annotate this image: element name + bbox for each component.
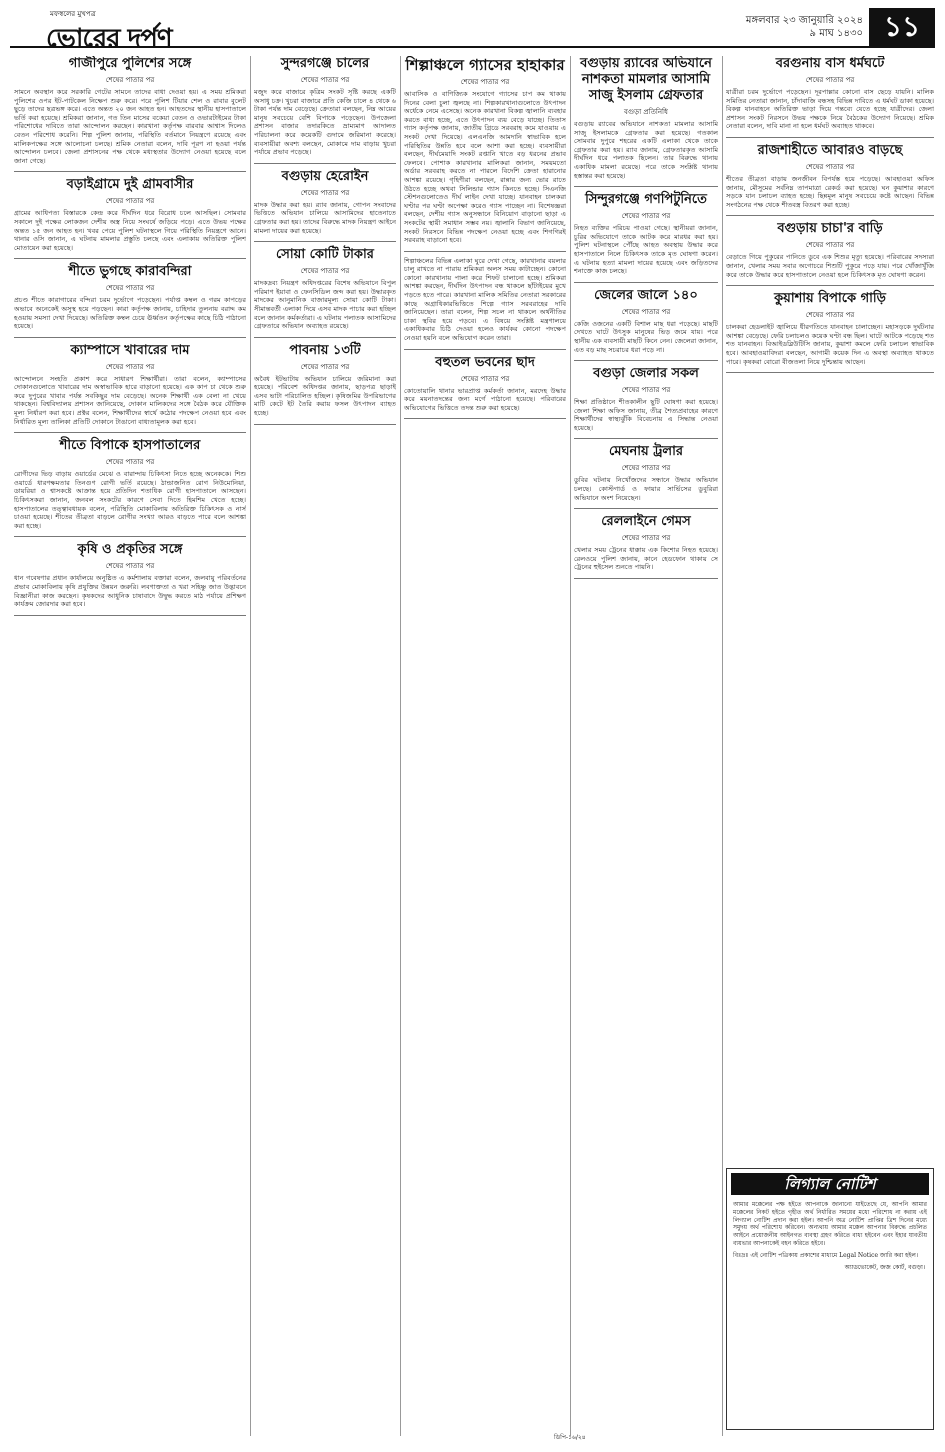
story-headline: বহুতল ভবনের ছাদ — [435, 354, 535, 370]
column-divider — [250, 56, 251, 1436]
story-body: শীতের তীব্রতা বাড়ায় জনজীবন বিপর্যস্ত হয়ে পড়েছে। আবহাওয়া অফিস জানায়, মৌসুমের সর্বনিম্ন তাপমাত্রা রেকর্ড করা হয়েছে। ঘন কুয়াশার কারণে সড়কে যান চলাচল ব্যাহত হচ্ছে। ছিন্নমূল মানুষ সবচেয়ে কষ্টে আছেন। বিভিন্ন সংগঠনের পক্ষ থেকে শীতবস্ত্র বিতরণ করা হচ্ছে। — [726, 174, 934, 209]
story-continuation-label: শেষের পাতার পর — [805, 162, 855, 171]
story-headline: কৃষি ও প্রকৃতির সঙ্গে — [77, 542, 183, 558]
story-continuation-label: শেষের পাতার পর — [300, 267, 350, 276]
news-story — [404, 56, 566, 245]
story-divider — [254, 163, 396, 164]
story-continuation-label: শেষের পাতার পর — [105, 458, 155, 467]
story-divider — [14, 171, 246, 172]
story-continuation-label: শেষের পাতার পর — [105, 197, 155, 206]
story-continuation-label: শেষের পাতার পর — [805, 311, 855, 320]
story-body: প্রচণ্ড শীতে কারাগারের বন্দিরা চরম দুর্ভোগে পড়েছেন। পর্যাপ্ত কম্বল ও গরম কাপড়ের অভাবে অনেকেই অসুস্থ হয়ে পড়ছেন। কারা কর্তৃপক্ষ জানায়, চাহিদার তুলনায় বরাদ্দ কম হওয়ায় সমস্যা দেখা দিয়েছে। অতিরিক্ত কম্বল চেয়ে ঊর্ধ্বতন কর্তৃপক্ষের কাছে চিঠি পাঠানো হয়েছে। — [14, 296, 246, 331]
story-continuation-label: শেষের পাতার পর — [105, 362, 155, 371]
story-continuation-label: শেষের পাতার পর — [805, 241, 855, 250]
news-story — [254, 247, 396, 331]
news-story — [14, 343, 246, 427]
news-story — [14, 56, 246, 165]
news-story — [14, 542, 246, 608]
story-continuation-label: শেষের পাতার পর — [805, 76, 855, 84]
story-headline: রেললাইনে গেমস — [601, 514, 691, 530]
story-headline: রাজশাহীতে আবারও বাড়ছে — [757, 142, 903, 158]
story-body: শিল্পাঞ্চলের বিভিন্ন এলাকা ঘুরে দেখা গেছে, কারখানার বয়লার চালু রাখতে না পারায় শ্রমিকরা অলস সময় কাটাচ্ছেন। কোনো কোনো কারখানায় পালা করে শিফট চালানো হচ্ছে। শ্রমিকরা আশঙ্কা করছেন, দীর্ঘদিন উৎপাদন বন্ধ থাকলে ছাঁটাইয়ের মুখে পড়তে হতে পারে। কারখানা মালিক সমিতির নেতারা সরকারের কাছে অগ্রাধিকারভিত্তিতে শিল্পে গ্যাস সরবরাহের দাবি জানিয়েছেন। তারা বলেন, শিল্প সচল না থাকলে অর্থনীতির চাকা স্থবির হয়ে পড়বে। এ বিষয়ে সংশ্লিষ্ট মন্ত্রণালয়ে একাধিকবার চিঠি দেওয়া হলেও কার্যকর কোনো পদক্ষেপ নেওয়া হয়নি বলে অভিযোগ করেন তারা। — [404, 256, 566, 343]
story-body: মাদকদ্রব্য নিয়ন্ত্রণ অধিদপ্তরের বিশেষ অভিযানে বিপুল পরিমাণ ইয়াবা ও ফেনসিডিল জব্দ করা হয়। উদ্ধারকৃত মাদকের আনুমানিক বাজারমূল্য সোয়া কোটি টাকা। সীমান্তবর্তী এলাকা দিয়ে এসব মাদক পাচার করা হচ্ছিল বলে জানান কর্মকর্তারা। এ ঘটনায় পলাতক আসামিদের গ্রেফতারে অভিযান অব্যাহত রয়েছে। — [254, 279, 396, 331]
story-headline: বরগুনায় বাস ধর্মঘটে — [775, 56, 885, 71]
story-body: খেলার সময় ট্রেনের ধাক্কায় এক কিশোর নিহত হয়েছে। রেলওয়ে পুলিশ জানায়, কানে হেডফোন থাকায় সে ট্রেনের হুইসেল শুনতে পায়নি। — [574, 546, 718, 572]
story-body: সামনে অবস্থান করে সরকারি গেটের সামনে তাদের বাধা দেওয়া হয়। এ সময় শ্রমিকরা পুলিশের ওপর ইট-পাটকেল নিক্ষেপ শুরু করে। পরে পুলিশ টিয়ার শেল ও রাবার বুলেট ছুড়ে তাদের ছত্রভঙ্গ করে। এতে অন্তত ২০ জন আহত হন। আহতদের স্থানীয় হাসপাতালে ভর্তি করা হয়েছে। শ্রমিকরা জানান, গত তিন মাসের বকেয়া বেতন ও ওভারটাইমের টাকা পরিশোধের দাবিতে তারা আন্দোলন করছেন। কারখানা কর্তৃপক্ষ বারবার আশ্বাস দিলেও বেতন পরিশোধ করেনি। শিল্প পুলিশ জানায়, পরিস্থিতি বর্তমানে নিয়ন্ত্রণে রয়েছে এবং মালিকপক্ষের সঙ্গে আলোচনা চলছে। শ্রমিক নেতারা বলেন, দাবি পূরণ না হওয়া পর্যন্ত আন্দোলন চলবে। জেলা প্রশাসনের পক্ষ থেকে মধ্যস্থতার উদ্যোগ নেওয়া হয়েছে বলে জানা গেছে। — [14, 88, 246, 165]
story-divider — [574, 578, 718, 579]
logo-tagline: মফস্বলের মুখপত্র — [50, 10, 96, 18]
story-headline: মেঘনায় ট্রলার — [608, 444, 684, 460]
story-body: ধান গবেষণার প্রধান কার্যালয়ে অনুষ্ঠিত এ কর্মশালায় বক্তারা বলেন, জলবায়ু পরিবর্তনের প্রভাব মোকাবিলায় কৃষি প্রযুক্তির উন্নয়ন জরুরি। লবণাক্ততা ও খরা সহিষ্ণু জাত উদ্ভাবনে বিজ্ঞানীরা কাজ করছেন। কৃষকদের আধুনিক চাষাবাদে উদ্বুদ্ধ করতে মাঠ পর্যায়ে প্রশিক্ষণ কার্যক্রম জোরদার করা হবে। — [14, 574, 246, 609]
story-continuation-label: শেষের পাতার পর — [300, 362, 350, 371]
story-continuation-label: শেষের পাতার পর — [621, 464, 671, 473]
story-body: রোগীদের ভিড় বাড়ায় ওয়ার্ডের মেঝে ও বারান্দায় চিকিৎসা নিতে হচ্ছে অনেককে। শিশু ওয়ার্ডে ধারণক্ষমতার তিনগুণ রোগী ভর্তি রয়েছে। ঠান্ডাজনিত রোগ নিউমোনিয়া, ডায়রিয়া ও শ্বাসকষ্টে আক্রান্ত হয়ে প্রতিদিন শতাধিক রোগী হাসপাতালে আসছেন। চিকিৎসকরা জানান, জনবল সংকটের কারণে সেবা দিতে হিমশিম খেতে হচ্ছে। হাসপাতালের তত্ত্বাবধায়ক বলেন, পরিস্থিতি মোকাবিলায় অতিরিক্ত চিকিৎসক ও নার্স চাওয়া হয়েছে। শীতের তীব্রতা বাড়লে রোগীর সংখ্যা আরও বাড়তে পারে বলে আশঙ্কা করা হচ্ছে। — [14, 470, 246, 530]
news-story — [726, 221, 934, 279]
story-headline: কুয়াশায় বিপাকে গাড়ি — [774, 291, 886, 307]
news-story — [254, 169, 396, 235]
story-body: আন্দোলনে সংহতি প্রকাশ করে সাধারণ শিক্ষার্থীরা। তারা বলেন, ক্যাম্পাসের দোকানগুলোতে খাবারের দাম অস্বাভাবিক হারে বাড়ানো হয়েছে। এক কাপ চা থেকে শুরু করে দুপুরের খাবার পর্যন্ত সবকিছুর দাম বেড়েছে। অনেক শিক্ষার্থী এক বেলা না খেয়ে থাকছেন। বিশ্ববিদ্যালয় প্রশাসন জানিয়েছে, দোকান মালিকদের সঙ্গে বৈঠক করে যৌক্তিক মূল্য নির্ধারণ করা হবে। প্রক্টর বলেন, শিক্ষার্থীদের স্বার্থে কঠোর পদক্ষেপ নেওয়া হবে এবং নির্ধারিত মূল্য তালিকা প্রতিটি দোকানে টাঙানো বাধ্যতামূলক করা হবে। — [14, 374, 246, 426]
story-continuation-label: শেষের পাতার পর — [300, 188, 350, 197]
story-continuation-label: শেষের পাতার পর — [105, 284, 155, 293]
story-continuation-label: শেষের পাতার পর — [621, 386, 671, 395]
story-divider — [14, 615, 246, 616]
story-divider — [404, 251, 566, 252]
news-story — [574, 514, 718, 572]
column-5 — [726, 56, 934, 1162]
story-divider — [726, 137, 934, 138]
news-story — [254, 343, 396, 418]
story-headline: গাজীপুরে পুলিশের সঙ্গে — [68, 56, 192, 71]
date-bengali: ৯ মাঘ ১৪৩০ — [809, 28, 863, 39]
story-headline: জেলের জালে ১৪০ — [594, 287, 698, 303]
story-continuation-label: শেষের পাতার পর — [460, 78, 510, 86]
news-story — [254, 56, 396, 157]
story-divider — [14, 258, 246, 259]
story-divider — [254, 337, 396, 338]
legal-notice-signature: অ্যাডভোকেট, জজ কোর্ট, বগুড়া। — [844, 1263, 925, 1271]
story-body: মাদক উদ্ধার করা হয়। র‍্যাব জানায়, গোপন সংবাদের ভিত্তিতে অভিযান চালিয়ে আসামিদের হাতেনাতে গ্রেফতার করা হয়। তাদের বিরুদ্ধে মাদক নিয়ন্ত্রণ আইনে মামলা দায়ের করা হয়েছে। — [254, 200, 396, 235]
story-continuation-label: শেষের পাতার পর — [621, 212, 671, 221]
story-divider — [254, 424, 396, 425]
story-headline: পাবনায় ১৩টি — [289, 342, 361, 358]
legal-notice-note: বিঃদ্রঃ এই নোটিশ পত্রিকায় প্রকাশের মাধ্যমে Legal Notice জারি করা হইল। — [733, 1251, 918, 1259]
story-divider — [404, 349, 566, 350]
story-divider — [404, 418, 566, 419]
story-body: নিহত ব্যক্তির পরিচয় পাওয়া গেছে। স্থানীয়রা জানান, চুরির অভিযোগে তাকে আটক করে মারধর করা হয়। পুলিশ ঘটনাস্থলে পৌঁছে আহত অবস্থায় উদ্ধার করে হাসপাতালে নিলে চিকিৎসক তাকে মৃত ঘোষণা করেন। এ ঘটনায় হত্যা মামলা দায়ের হয়েছে এবং জড়িতদের শনাক্তে কাজ চলছে। — [574, 224, 718, 276]
story-continuation-label: শেষের পাতার পর — [621, 307, 671, 316]
story-body: শিক্ষা প্রতিষ্ঠানে শীতকালীন ছুটি ঘোষণা করা হয়েছে। জেলা শিক্ষা অফিস জানায়, তীব্র শৈত্যপ্রবাহের কারণে শিক্ষার্থীদের স্বাস্থ্যঝুঁকি বিবেচনায় এ সিদ্ধান্ত নেওয়া হয়েছে। — [574, 398, 718, 432]
story-headline: সুন্দরগঞ্জে চালের — [280, 56, 370, 71]
story-body: আবাসিক ও বাণিজ্যিক সংযোগে গ্যাসের চাপ কম থাকায় দিনের বেলা চুলা জ্বলছে না। শিল্পকারখানাগুলোতে উৎপাদন অর্ধেকে নেমে এসেছে। অনেক কারখানা বিকল্প জ্বালানি ব্যবহার করতে বাধ্য হচ্ছে, এতে উৎপাদন ব্যয় বেড়ে যাচ্ছে। তিতাস গ্যাস কর্তৃপক্ষ জানায়, জাতীয় গ্রিডে সরবরাহ কমে যাওয়ায় এ সংকট দেখা দিয়েছে। এলএনজি আমদানি স্বাভাবিক হলে পরিস্থিতির উন্নতি হবে বলে আশা করা হচ্ছে। ব্যবসায়ীরা বলছেন, দীর্ঘমেয়াদি সংকট রপ্তানি খাতে বড় ধরনের প্রভাব ফেলবে। পোশাক কারখানার মালিকরা জানান, সময়মতো অর্ডার সরবরাহ করতে না পারলে বিদেশি ক্রেতা হারানোর আশঙ্কা রয়েছে। গৃহিণীরা বলছেন, রান্নার জন্য ভোর রাতে উঠতে হচ্ছে অথবা সিলিন্ডার গ্যাস কিনতে হচ্ছে। সিএনজি স্টেশনগুলোতেও দীর্ঘ লাইন দেখা যাচ্ছে। যানবাহন চালকরা ঘণ্টার পর ঘণ্টা অপেক্ষা করেও গ্যাস পাচ্ছেন না। বিশেষজ্ঞরা বলছেন, দেশীয় গ্যাস অনুসন্ধানে বিনিয়োগ বাড়ানো ছাড়া এ সংকটের স্থায়ী সমাধান সম্ভব নয়। জ্বালানি বিভাগ জানিয়েছে, সংকট নিরসনে বিভিন্ন পদক্ষেপ নেওয়া হচ্ছে এবং শিগগিরই সরবরাহ বাড়ানো হবে। — [404, 90, 566, 245]
story-headline: বগুড়ায় হেরোইন — [281, 168, 369, 184]
story-divider — [574, 360, 718, 361]
story-continuation-label: শেষের পাতার পর — [105, 76, 155, 84]
story-headline: সোয়া কোটি টাকার — [276, 247, 374, 263]
story-body: ডুবির ঘটনায় নিখোঁজদের সন্ধানে উদ্ধার অভিযান চলছে। কোস্টগার্ড ও ফায়ার সার্ভিসের ডুবুরিরা অভিযানে অংশ নিয়েছেন। — [574, 476, 718, 502]
story-divider — [574, 186, 718, 187]
story-headline: বড়াইগ্রামে দুই গ্রামবাসীর — [66, 177, 194, 193]
story-body: কেজি ওজনের একটি বিশাল মাছ ধরা পড়েছে। মাছটি দেখতে ঘাটে উৎসুক মানুষের ভিড় জমে যায়। পরে স্থানীয় এক ব্যবসায়ী মাছটি কিনে নেন। জেলেরা জানান, এত বড় মাছ সচরাচর ধরা পড়ে না। — [574, 319, 718, 354]
story-headline: বগুড়ায় র‍্যাবের অভিযানে নাশকতা মামলার আসামি সাজু ইসলাম গ্রেফতার — [580, 56, 712, 103]
story-headline: শিল্পাঞ্চলে গ্যাসের হাহাকার — [405, 56, 565, 74]
column-divider — [722, 56, 723, 1436]
story-headline: বগুড়ায় চাচা'র বাড়ি — [777, 221, 883, 237]
story-divider — [726, 372, 934, 373]
column-4 — [574, 56, 718, 1432]
story-divider — [574, 282, 718, 283]
news-story — [726, 291, 934, 366]
column-2 — [254, 56, 396, 1432]
story-divider — [254, 241, 396, 242]
story-divider — [574, 508, 718, 509]
news-story — [14, 264, 246, 330]
story-continuation-label: শেষের পাতার পর — [621, 534, 671, 543]
story-divider — [726, 285, 934, 286]
story-continuation-label: শেষের পাতার পর — [300, 76, 350, 84]
story-divider — [14, 432, 246, 433]
story-body: অবৈধ ইটভাটায় অভিযান চালিয়ে জরিমানা করা হয়েছে। পরিবেশ অধিদপ্তর জানায়, ছাড়পত্র ছাড়াই এসব ভাটা পরিচালিত হচ্ছিল। কৃষিজমির উপরিভাগের মাটি কেটে ইট তৈরি করায় ফসল উৎপাদন ব্যাহত হচ্ছে। — [254, 374, 396, 418]
story-divider — [14, 536, 246, 537]
story-headline: সিন্দুরগঞ্জে গণপিটুনিতে — [585, 192, 707, 208]
legal-notice-title: লিগ্যাল নোটিশ — [731, 1173, 929, 1195]
story-body: যাত্রীরা চরম দুর্ভোগে পড়েছেন। দূরপাল্লার কোনো বাস ছেড়ে যায়নি। মালিক সমিতির নেতারা জানান, চাঁদাবাজি বন্ধসহ বিভিন্ন দাবিতে এ ধর্মঘট ডাকা হয়েছে। বিকল্প যানবাহনে অতিরিক্ত ভাড়া দিয়ে গন্তব্যে যেতে হচ্ছে যাত্রীদের। জেলা প্রশাসন সংকট নিরসনে উভয় পক্ষকে নিয়ে বৈঠকের উদ্যোগ নিয়েছে। শ্রমিক নেতারা বলেন, দাবি মানা না হলে ধর্মঘট অব্যাহত থাকবে। — [726, 88, 934, 131]
legal-notice — [726, 1168, 934, 1430]
story-headline: শীতে বিপাকে হাসপাতালের — [59, 438, 201, 454]
news-story — [726, 56, 934, 131]
masthead — [10, 8, 935, 54]
column-3 — [404, 56, 566, 1432]
story-continuation-label: শেষের পাতার পর — [460, 374, 510, 383]
story-divider — [14, 337, 246, 338]
issue-date — [746, 14, 863, 40]
column-divider — [400, 56, 401, 1436]
story-continuation-label: শেষের পাতার পর — [105, 562, 155, 571]
story-headline: শীতে ভুগছে কারাবন্দিরা — [68, 264, 192, 280]
story-headline: বগুড়া জেলার সকল — [593, 366, 699, 382]
story-body: কোতোয়ালি থানার ভারপ্রাপ্ত কর্মকর্তা জানান, মরদেহ উদ্ধার করে ময়নাতদন্তের জন্য মর্গে পাঠানো হয়েছে। পরিবারের অভিযোগের ভিত্তিতে তদন্ত শুরু করা হয়েছে। — [404, 386, 566, 412]
story-divider — [726, 215, 934, 216]
story-divider — [574, 438, 718, 439]
news-story — [404, 355, 566, 413]
column-1 — [14, 56, 246, 1432]
news-story — [574, 56, 718, 180]
newspaper-logo: ভোরের দর্পণ — [46, 24, 172, 54]
news-story — [404, 257, 566, 343]
ad-reference: ডিপি-১৬/২৪ — [554, 1434, 586, 1441]
news-story — [14, 177, 246, 252]
story-body: বেড়াতে গিয়ে পুকুরের পানিতে ডুবে এক শিশুর মৃত্যু হয়েছে। পরিবারের সদস্যরা জানান, খেলার সময় সবার অগোচরে শিশুটি পুকুরে পড়ে যায়। পরে খোঁজাখুঁজি করে তাকে উদ্ধার করে হাসপাতালে নেওয়া হলে চিকিৎসক মৃত ঘোষণা করেন। — [726, 253, 934, 279]
news-story — [574, 288, 718, 354]
news-story — [574, 366, 718, 432]
news-story — [574, 444, 718, 502]
page-number: ১১ — [869, 8, 935, 46]
column-divider — [570, 56, 571, 1436]
story-body: চালকরা হেডলাইট জ্বালিয়ে ধীরগতিতে যানবাহন চালাচ্ছেন। মহাসড়কে দুর্ঘটনার আশঙ্কা বেড়েছে। ফেরি চলাচলও কয়েক ঘণ্টা বন্ধ ছিল। ঘাটে আটকে পড়েছে শত শত যানবাহন। বিআইডব্লিউটিসি জানায়, কুয়াশা কমলে ফেরি চলাচল স্বাভাবিক হবে। আবহাওয়াবিদরা বলছেন, আগামী কয়েক দিন এ অবস্থা অব্যাহত থাকতে পারে। কৃষকরা বোরো বীজতলা নিয়ে দুশ্চিন্তায় আছেন। — [726, 323, 934, 366]
story-body: গ্রামের আধিপত্য বিস্তারকে কেন্দ্র করে দীর্ঘদিন ধরে বিরোধ চলে আসছিল। সোমবার সকালে দুই পক্ষের লোকজন দেশীয় অস্ত্র নিয়ে সংঘর্ষে জড়িয়ে পড়ে। এতে উভয় পক্ষের অন্তত ১৫ জন আহত হন। খবর পেয়ে পুলিশ ঘটনাস্থলে গিয়ে পরিস্থিতি নিয়ন্ত্রণে আনে। থানার ওসি জানান, এ ঘটনায় মামলার প্রস্তুতি চলছে এবং এলাকায় অতিরিক্ত পুলিশ মোতায়েন করা হয়েছে। — [14, 209, 246, 252]
news-story — [14, 438, 246, 530]
story-body: মজুদ করে বাজারে কৃত্রিম সংকট সৃষ্টি করছে একটি অসাধু চক্র। খুচরা বাজারে প্রতি কেজি চালে ৪ থেকে ৬ টাকা পর্যন্ত দাম বেড়েছে। ক্রেতারা বলছেন, নিম্ন আয়ের মানুষ সবচেয়ে বেশি বিপাকে পড়েছেন। উপজেলা প্রশাসন বাজার তদারকিতে ভ্রাম্যমাণ আদালত পরিচালনা করে কয়েকটি গুদামে জরিমানা করেছে। ব্যবসায়ীরা অবশ্য বলছেন, মোকামে দাম বাড়ায় খুচরা পর্যায়ে প্রভাব পড়েছে। — [254, 88, 396, 157]
story-headline: ক্যাম্পাসে খাবারের দাম — [70, 342, 190, 358]
story-continuation-label: বগুড়া প্রতিনিধি — [624, 108, 668, 116]
story-body: বগুড়ায় র‍্যাবের অভিযানে নাশকতা মামলার আসামি সাজু ইসলামকে গ্রেফতার করা হয়েছে। গতকাল সোমবার দুপুরে শহরের একটি এলাকা থেকে তাকে গ্রেফতার করা হয়। র‍্যাব জানায়, গ্রেফতারকৃত আসামি দীর্ঘদিন ধরে পলাতক ছিলেন। তার বিরুদ্ধে থানায় একাধিক মামলা রয়েছে। পরে তাকে সংশ্লিষ্ট থানায় হস্তান্তর করা হয়েছে। — [574, 120, 718, 180]
news-story — [574, 192, 718, 276]
date-gregorian: মঙ্গলবার ২৩ জানুয়ারি ২০২৪ — [745, 15, 863, 26]
news-story — [726, 143, 934, 209]
legal-notice-body: আমার মক্কেলের পক্ষ হইতে আপনাকে জানানো যাইতেছে যে, আপনি আমার মক্কেলের নিকট হইতে গৃহীত অর্থ নির্ধারিত সময়ের মধ্যে পরিশোধ না করায় এই লিগ্যাল নোটিশ প্রদান করা হইল। আপনি অত্র নোটিশ প্রাপ্তির ত্রিশ দিনের মধ্যে সমুদয় অর্থ পরিশোধ করিবেন। অন্যথায় আমার মক্কেল আপনার বিরুদ্ধে প্রচলিত আইনে প্রয়োজনীয় আইনগত ব্যবস্থা গ্রহণ করিতে বাধ্য হইবেন এবং ইহার যাবতীয় ব্যয়ভার আপনাকেই বহন করিতে হইবে। — [733, 1201, 927, 1247]
